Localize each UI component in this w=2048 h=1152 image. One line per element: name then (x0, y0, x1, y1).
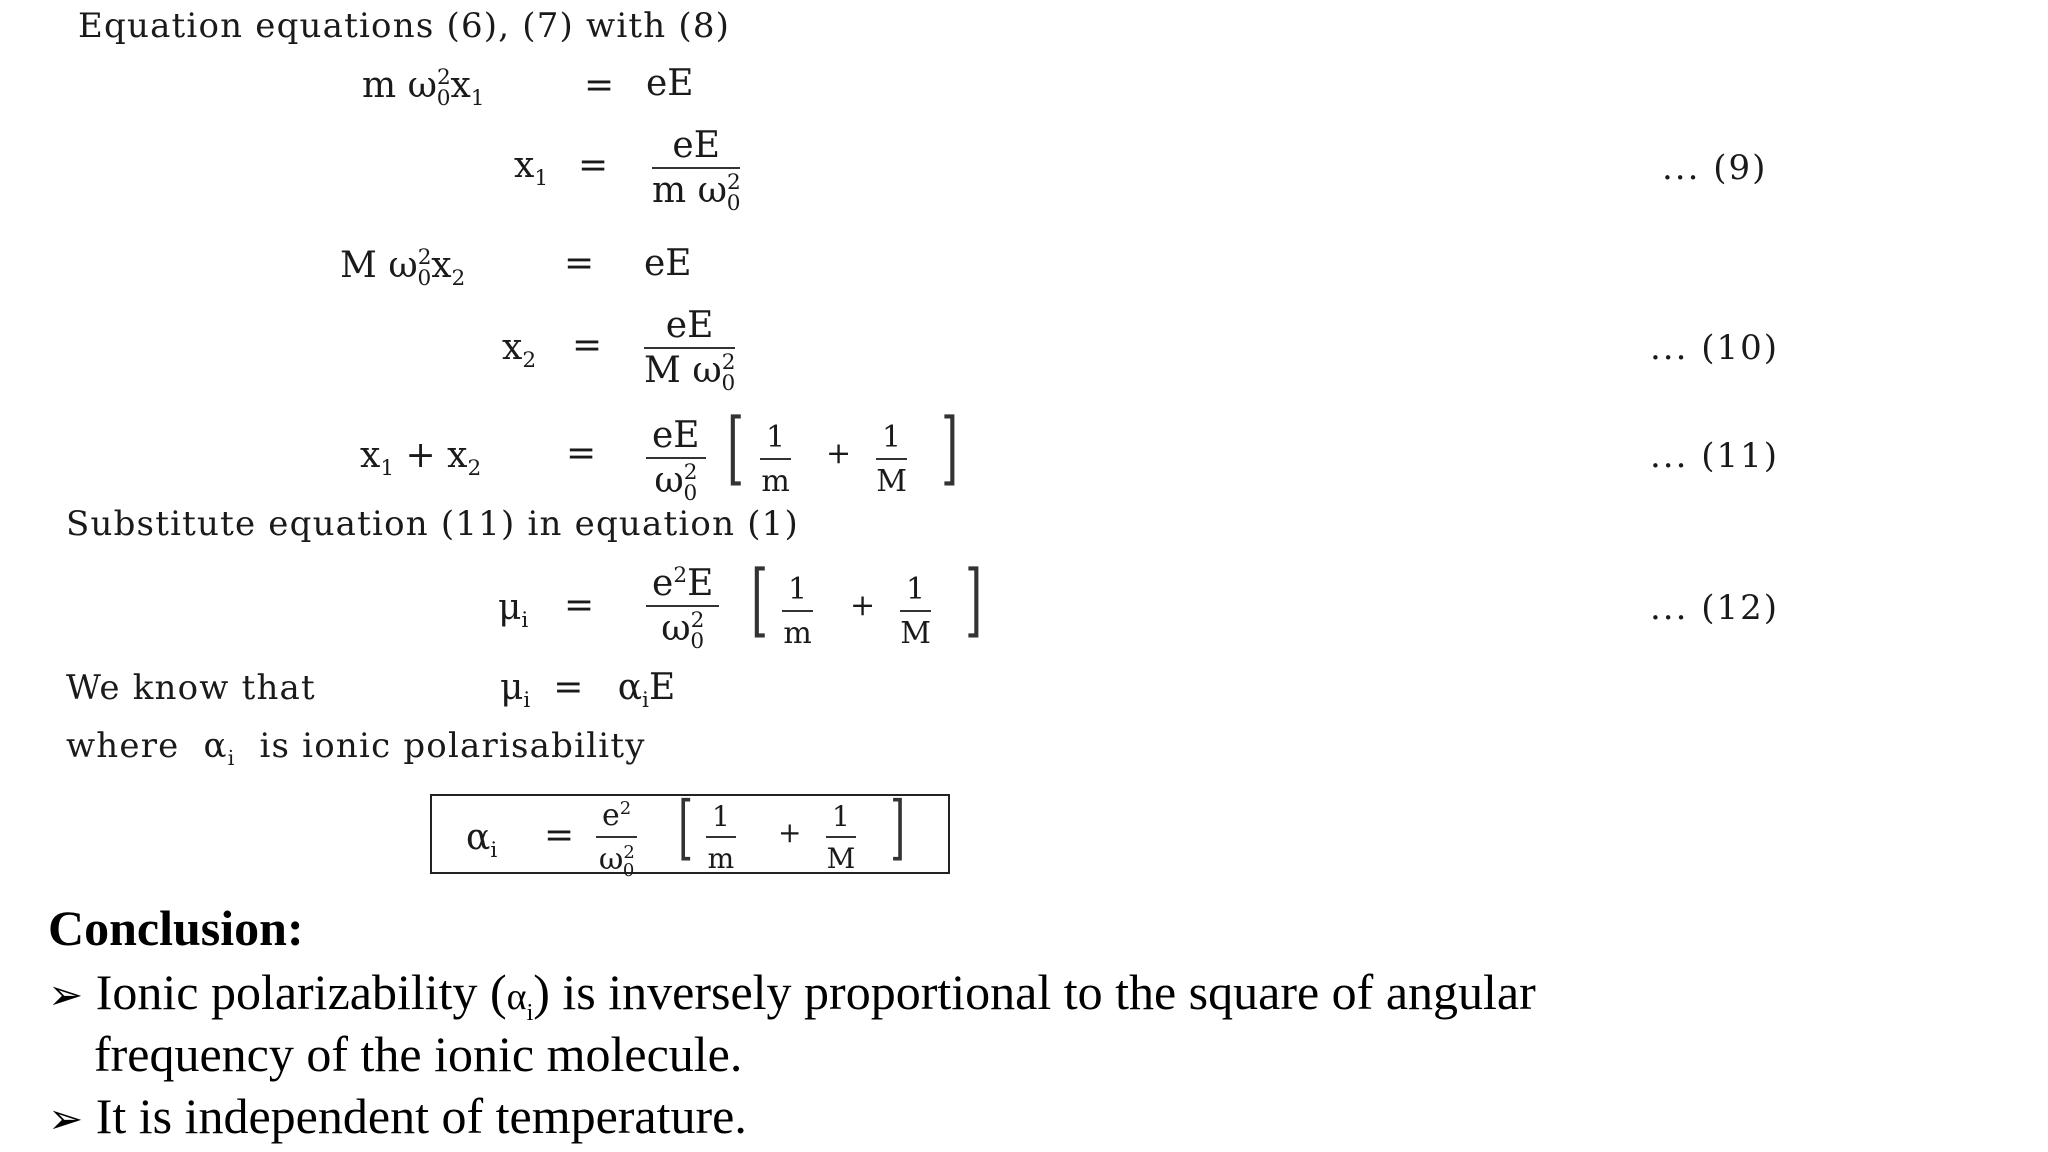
conclusion-heading: Conclusion: (48, 900, 304, 956)
plus-sign: + (826, 436, 852, 471)
fraction-one-over-M: $\frac{1}{M}$ (876, 420, 907, 499)
left-bracket: [ (751, 553, 769, 646)
we-know-text: We know that (66, 668, 316, 708)
conclusion-item-2: ➢ It is independent of temperature. (48, 1088, 747, 1144)
equals-sign: = (564, 243, 595, 284)
equals-sign: = (564, 585, 595, 626)
boxed-lhs: $\alpha_i$ (466, 817, 498, 864)
equation-11-fraction: $\frac{eE}{\omega^2_0}$ (646, 418, 706, 499)
conclusion-item-1-continued: frequency of the ionic molecule. (94, 1026, 743, 1082)
fraction-one-over-M: $\frac{1}{M}$ (900, 572, 931, 651)
right-bracket: ] (965, 553, 983, 646)
equation-9-fraction: $\frac{eE}{m \omega^2_0}$ (652, 125, 741, 217)
equation-number-11: ... (11) (1650, 436, 1780, 476)
left-bracket: [ (727, 401, 745, 494)
right-bracket: ] (890, 786, 906, 868)
bullet-arrow-icon: ➢ (48, 1097, 84, 1143)
where-text: where $\alpha_i$ is ionic polarisability (66, 726, 646, 770)
equation-rhs: eE (646, 63, 694, 104)
fraction-one-over-M: $\frac{1}{M}$ (826, 800, 856, 875)
fraction-one-over-m: $\frac{1}{m}$ (707, 800, 735, 875)
bullet-arrow-icon: ➢ (48, 973, 84, 1019)
equals-sign: = (544, 815, 575, 856)
equals-sign: = (566, 433, 597, 474)
fraction-one-over-m: $\frac{1}{m}$ (761, 420, 790, 499)
equation-m-force: m $\omega^2_0x_1$ (362, 65, 485, 112)
equation-12-fraction: $\frac{e^2E}{\omega^2_0}$ (646, 566, 719, 647)
equation-10-fraction: $\frac{eE}{M \omega^2_0}$ (644, 305, 736, 397)
equation-12-lhs: $\mu_i$ (498, 587, 529, 634)
substitute-text: Substitute equation (11) in equation (1) (66, 504, 799, 544)
equation-number-10: ... (10) (1650, 328, 1780, 368)
fraction-one-over-m: $\frac{1}{m}$ (783, 572, 812, 651)
equation-M-force: M $\omega^2_0x_2$ (340, 245, 466, 292)
equals-sign: = (584, 65, 615, 106)
equation-11-lhs: $x_1 + x_2$ (360, 435, 482, 482)
conclusion-item-1: ➢ Ionic polarizability $(\alpha_i)$ is inversely proportional to the square of angular (48, 964, 1536, 1026)
equation-rhs: eE (644, 243, 692, 284)
intro-text: Equation equations (6), (7) with (8) (78, 6, 731, 46)
equation-number-12: ... (12) (1650, 588, 1780, 628)
mu-relation: $\mu_i$ = $\alpha_iE$ (500, 667, 676, 714)
equals-sign: = (578, 145, 609, 186)
equals-sign: = (572, 325, 603, 366)
equation-10-lhs: $x_2$ (502, 327, 537, 374)
plus-sign: + (778, 816, 802, 849)
equation-9-lhs: $x_1$ (514, 145, 549, 192)
right-bracket: ] (941, 401, 959, 494)
boxed-fraction: $\frac{e^2}{\omega^2_0}$ (596, 798, 637, 877)
plus-sign: + (850, 588, 876, 623)
equation-number-9: ... (9) (1662, 148, 1768, 188)
left-bracket: [ (678, 786, 694, 868)
